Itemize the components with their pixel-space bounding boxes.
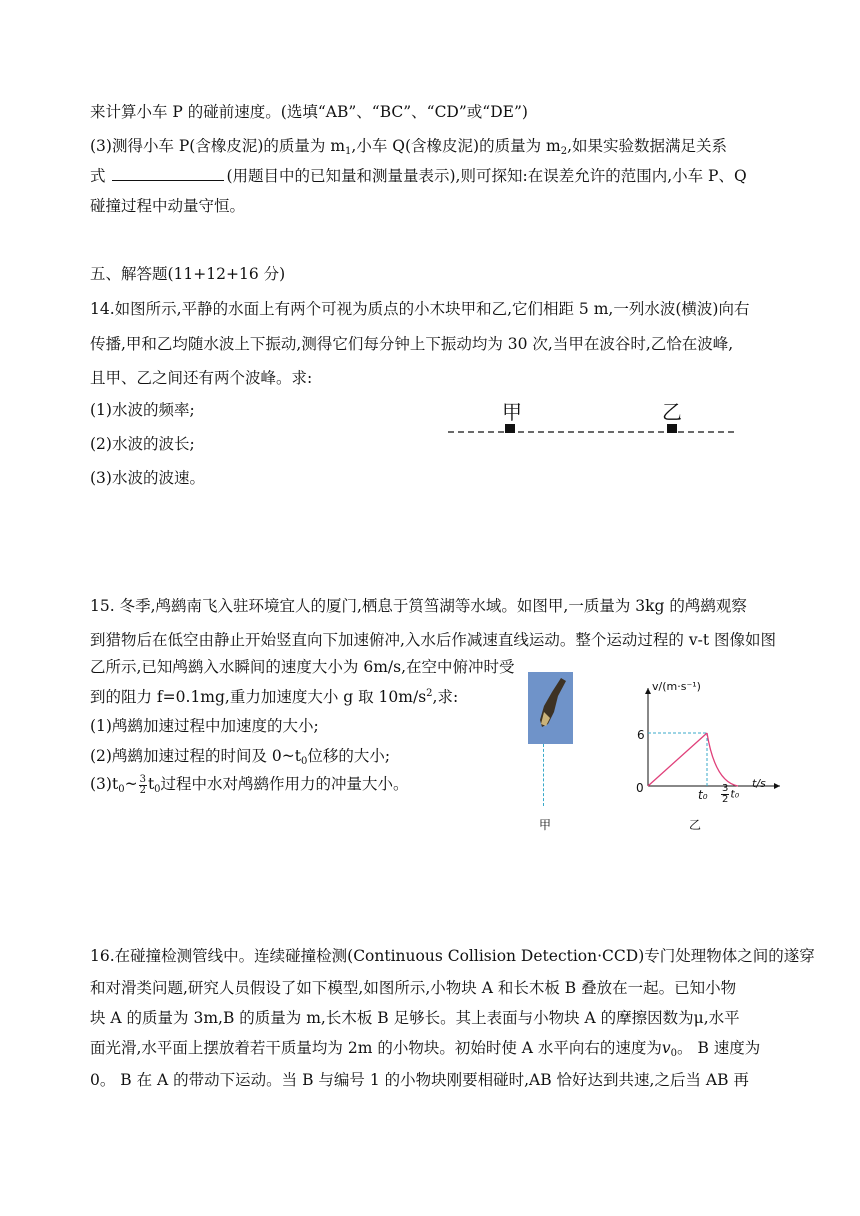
p15-q3: $(3)t_0\sim$ $\frac{3}{2}$ $t_0$过程中水对鸬鹚作用力的冲量大小。 [90,773,409,796]
caption-jia: 甲 [539,818,552,832]
block-jia [505,424,515,433]
p15-q1: (1)鸬鹚加速过程中加速度的大小; [90,717,319,735]
section-heading: 五、解答题(11+12+16 分) [90,265,286,283]
p14-line3: 且甲、乙之间还有两个波峰。求: [90,369,313,387]
p14-line2: 传播,甲和乙均随水波上下振动,测得它们每分钟上下振动均为 30 次,当甲在波谷时,乙恰在波峰, [90,335,734,353]
p13-line3: 式 (用题目中的已知量和测量量表示),则可探知:在误差允许的范围内,小车 P、Q [90,167,747,185]
cormorant-photo [528,672,573,744]
series-decelerate-segment [707,733,738,786]
p15-line2: 到猎物后在低空由静止开始竖直向下加速俯冲,入水后作减速直线运动。整个运动过程的 v-t 图像如图 [90,631,777,649]
p13-line1: 来计算小车 P 的碰前速度。(选填“AB”、“BC”、“CD”或“DE”) [90,103,528,121]
graph-xtick-t0: t₀ [698,788,708,802]
block-yi [667,424,677,433]
p16-line1: 16.在碰撞检测管线中。连续碰撞检测(Continuous Collision Detection·CCD)专门处理物体之间的遂穿 [90,947,815,965]
p16-line5: 0。 B 在 A 的带动下运动。当 B 与编号 1 的小物块刚要相碰时,AB 恰好达到共速,之后当 AB 再 [90,1071,749,1089]
p14-line1: 14.如图所示,平静的水面上有两个可视为质点的小木块甲和乙,它们相距 5 m,一列水波(横波)向右 [90,300,750,318]
water-surface-diagram [448,418,738,452]
p15-line4: 到的阻力 f=0.1mg,重力加速度大小 g 取 $10m/s^2$,求: [90,688,459,706]
wave-label-yi: 乙 [662,400,682,424]
p15-line1: 15. 冬季,鸬鹚南飞入驻环境宜人的厦门,栖息于筼筜湖等水域。如图甲,一质量为 3kg 的鸬鹚观察 [90,597,747,615]
answer-blank[interactable] [112,166,224,181]
graph-ytick-6: 6 [637,728,645,742]
p15-q2: (2)鸬鹚加速过程的时间及 $0\sim t_0$位移的大小; [90,747,391,767]
p15-line3: 乙所示,已知鸬鹚入水瞬间的速度大小为 6m/s,在空中俯冲时受 [90,658,515,676]
p13-line4: 碰撞过程中动量守恒。 [90,197,246,215]
caption-yi: 乙 [689,818,702,832]
p14-q2: (2)水波的波长; [90,435,195,453]
p16-line2: 和对滑类问题,研究人员假设了如下模型,如图所示,小物块 A 和长木板 B 叠放在一起。已知小物 [90,979,737,997]
wave-label-jia: 甲 [502,400,522,424]
graph-xlabel: t/s [752,777,766,790]
series-accelerate-segment [648,733,707,786]
p14-q1: (1)水波的频率; [90,401,195,419]
p13-line2: (3)测得小车 P(含橡皮泥)的质量为 $m_1$,小车 Q(含橡皮泥)的质量为 $m_2$,如果实验数据满足关系 [90,137,728,157]
graph-xtick-3-2t0: $\frac{3}{2}$ t₀ [722,783,740,805]
p16-line3: 块 A 的质量为 3m,B 的质量为 m,长木板 B 足够长。其上表面与小物块 A 的摩擦因数为μ,水平 [90,1009,740,1027]
graph-ylabel: v/(m·s⁻¹) [652,680,701,693]
y-axis-arrow [645,688,651,694]
p16-line4: 面光滑,水平面上摆放着若干质量均为 2m 的小物块。初始时使 A 水平向右的速度为$v_0$。 B 速度为 [90,1039,761,1059]
photo-drop-line [543,744,544,806]
graph-origin: 0 [636,781,644,795]
x-axis-arrow [774,783,780,789]
p14-q3: (3)水波的波速。 [90,469,205,487]
